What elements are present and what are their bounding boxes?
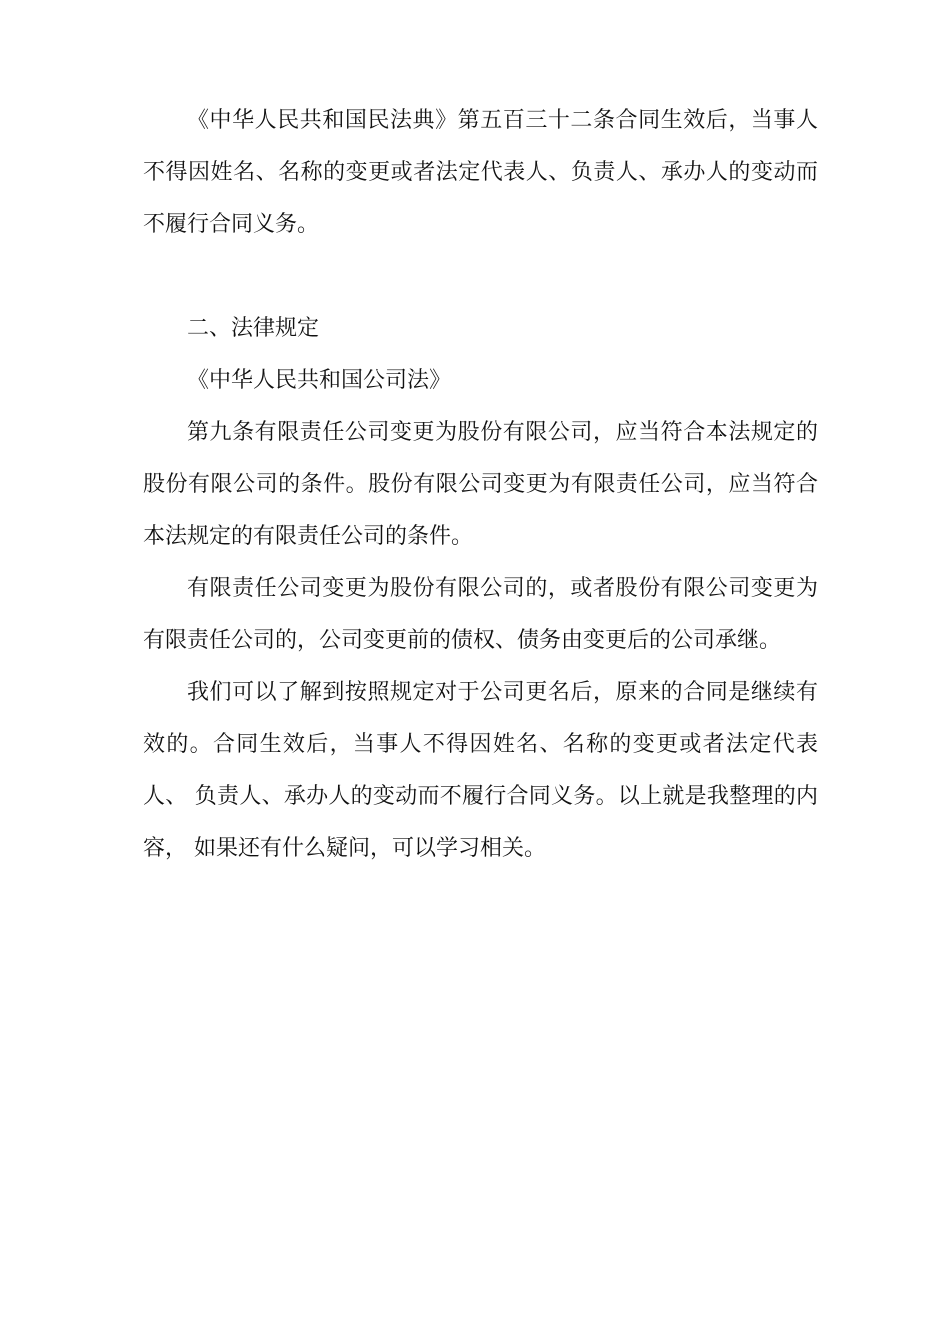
conclusion-paragraph: 我们可以了解到按照规定对于公司更名后，原来的合同是继续有效的。合同生效后，当事人不得因姓名、名称的变更或者法定代表人、 负责人、承办人的变动而不履行合同义务。以上就是我整理的内容， 如果还有什么疑问，可以学习相关。 (143, 680, 818, 861)
article-nine-paragraph: 第九条有限责任公司变更为股份有限公司，应当符合本法规定的股份有限公司的条件。股份有限公司变更为有限责任公司，应当符合本法规定的有限责任公司的条件。 (143, 420, 818, 549)
company-law-title: 《中华人民共和国公司法》 (187, 368, 452, 393)
section-heading-legal-provisions: 二、法律规定 (187, 316, 320, 341)
civil-code-article-paragraph: 《中华人民共和国民法典》第五百三十二条合同生效后，当事人不得因姓名、名称的变更或者法定代表人、负责人、承办人的变动而不履行合同义务。 (143, 108, 818, 237)
paragraph-spacer (143, 251, 818, 303)
debt-succession-paragraph: 有限责任公司变更为股份有限公司的，或者股份有限公司变更为有限责任公司的，公司变更前的债权、债务由变更后的公司承继。 (143, 576, 818, 653)
document-body (143, 95, 818, 875)
